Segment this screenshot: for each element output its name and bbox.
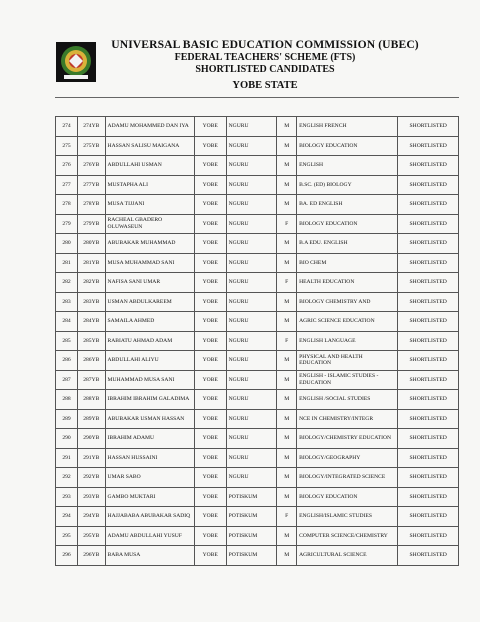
lga-cell: NGURU: [226, 331, 277, 351]
serial-number-cell: 284: [56, 312, 78, 332]
subject-cell: HEALTH EDUCATION: [297, 273, 398, 293]
candidate-id-cell: 293YB: [78, 487, 106, 507]
subject-cell: B.A EDU. ENGLISH: [297, 234, 398, 254]
candidates-table: [55, 116, 459, 566]
serial-number-cell: 282: [56, 273, 78, 293]
candidate-name-cell: BABA MUSA: [105, 546, 194, 566]
state-cell: YOBE: [194, 234, 226, 254]
lga-cell: NGURU: [226, 273, 277, 293]
status-cell: SHORTLISTED: [398, 312, 459, 332]
sex-cell: M: [277, 117, 297, 137]
candidate-name-cell: SAMAILA AHMED: [105, 312, 194, 332]
subject-cell: COMPUTER SCIENCE/CHEMISTRY: [297, 526, 398, 546]
title-line-4: YOBE STATE: [232, 80, 298, 91]
header-divider: [55, 97, 459, 98]
status-cell: SHORTLISTED: [398, 390, 459, 410]
subject-cell: ENGLISH FRENCH: [297, 117, 398, 137]
state-cell: YOBE: [194, 117, 226, 137]
table-row: [56, 468, 459, 488]
serial-number-cell: 278: [56, 195, 78, 215]
lga-cell: NGURU: [226, 370, 277, 390]
status-cell: SHORTLISTED: [398, 117, 459, 137]
state-cell: YOBE: [194, 195, 226, 215]
status-cell: SHORTLISTED: [398, 487, 459, 507]
candidate-id-cell: 277YB: [78, 175, 106, 195]
subject-cell: ENGLISH/ISLAMIC STUDIES: [297, 507, 398, 527]
state-cell: YOBE: [194, 448, 226, 468]
subject-cell: AGRIC SCIENCE EDUCATION: [297, 312, 398, 332]
subject-cell: ENGLISH /SOCIAL STUDIES: [297, 390, 398, 410]
sex-cell: M: [277, 253, 297, 273]
status-cell: SHORTLISTED: [398, 331, 459, 351]
state-cell: YOBE: [194, 253, 226, 273]
table-row: [56, 546, 459, 566]
table-row: [56, 331, 459, 351]
sex-cell: F: [277, 273, 297, 293]
status-cell: SHORTLISTED: [398, 214, 459, 234]
candidate-id-cell: 282YB: [78, 273, 106, 293]
candidate-id-cell: 289YB: [78, 409, 106, 429]
lga-cell: POTISKUM: [226, 546, 277, 566]
state-cell: YOBE: [194, 526, 226, 546]
serial-number-cell: 274: [56, 117, 78, 137]
candidate-id-cell: 290YB: [78, 429, 106, 449]
lga-cell: NGURU: [226, 468, 277, 488]
sex-cell: F: [277, 214, 297, 234]
candidate-name-cell: IBRAHIM IBRAHIM GALADIMA: [105, 390, 194, 410]
state-cell: YOBE: [194, 312, 226, 332]
subject-cell: BIOLOGY/CHEMISTRY EDUCATION: [297, 429, 398, 449]
table-row: [56, 370, 459, 390]
candidates-table-body: [56, 117, 459, 566]
subject-cell: BIOLOGY EDUCATION: [297, 136, 398, 156]
candidate-name-cell: RABIATU AHMAD ADAM: [105, 331, 194, 351]
subject-cell: BIOLOGY EDUCATION: [297, 214, 398, 234]
status-cell: SHORTLISTED: [398, 546, 459, 566]
candidate-name-cell: NAFISA SANI UMAR: [105, 273, 194, 293]
status-cell: SHORTLISTED: [398, 526, 459, 546]
lga-cell: NGURU: [226, 234, 277, 254]
serial-number-cell: 279: [56, 214, 78, 234]
serial-number-cell: 292: [56, 468, 78, 488]
serial-number-cell: 285: [56, 331, 78, 351]
candidate-id-cell: 296YB: [78, 546, 106, 566]
state-cell: YOBE: [194, 273, 226, 293]
title-line-2: FEDERAL TEACHERS' SCHEME (FTS): [174, 52, 356, 63]
sex-cell: M: [277, 370, 297, 390]
table-row: [56, 175, 459, 195]
candidate-id-cell: 284YB: [78, 312, 106, 332]
serial-number-cell: 286: [56, 351, 78, 371]
subject-cell: BIOLOGY/INTEGRATED SCIENCE: [297, 468, 398, 488]
state-cell: YOBE: [194, 370, 226, 390]
lga-cell: POTISKUM: [226, 487, 277, 507]
candidate-id-cell: 279YB: [78, 214, 106, 234]
serial-number-cell: 276: [56, 156, 78, 176]
lga-cell: NGURU: [226, 351, 277, 371]
state-cell: YOBE: [194, 487, 226, 507]
state-cell: YOBE: [194, 331, 226, 351]
sex-cell: M: [277, 136, 297, 156]
sex-cell: M: [277, 234, 297, 254]
lga-cell: NGURU: [226, 292, 277, 312]
candidate-id-cell: 288YB: [78, 390, 106, 410]
table-row: [56, 526, 459, 546]
serial-number-cell: 290: [56, 429, 78, 449]
candidate-id-cell: 294YB: [78, 507, 106, 527]
table-row: [56, 273, 459, 293]
sex-cell: M: [277, 468, 297, 488]
lga-cell: NGURU: [226, 253, 277, 273]
status-cell: SHORTLISTED: [398, 507, 459, 527]
candidate-name-cell: MUSA MUHAMMAD SANI: [105, 253, 194, 273]
lga-cell: NGURU: [226, 195, 277, 215]
candidate-name-cell: ADAMU ABDULLAHI YUSUF: [105, 526, 194, 546]
status-cell: SHORTLISTED: [398, 156, 459, 176]
status-cell: SHORTLISTED: [398, 292, 459, 312]
status-cell: SHORTLISTED: [398, 429, 459, 449]
subject-cell: NCE IN CHEMISTRY/INTEGR: [297, 409, 398, 429]
candidate-id-cell: 292YB: [78, 468, 106, 488]
state-cell: YOBE: [194, 409, 226, 429]
candidate-id-cell: 281YB: [78, 253, 106, 273]
table-row: [56, 448, 459, 468]
status-cell: SHORTLISTED: [398, 234, 459, 254]
ubec-seal-icon: [56, 42, 96, 82]
lga-cell: NGURU: [226, 448, 277, 468]
candidate-name-cell: RACHEAL GBADERO OLUWASEUN: [105, 214, 194, 234]
candidate-name-cell: ABUBAKAR MUHAMMAD: [105, 234, 194, 254]
candidate-id-cell: 275YB: [78, 136, 106, 156]
table-row: [56, 487, 459, 507]
table-row: [56, 156, 459, 176]
sex-cell: M: [277, 526, 297, 546]
candidate-name-cell: ABDULLAHI USMAN: [105, 156, 194, 176]
sex-cell: F: [277, 331, 297, 351]
candidate-name-cell: HASSAN SALISU MAIGANA: [105, 136, 194, 156]
table-row: [56, 409, 459, 429]
sex-cell: M: [277, 351, 297, 371]
state-cell: YOBE: [194, 136, 226, 156]
candidate-name-cell: MUSTAPHA ALI: [105, 175, 194, 195]
table-row: [56, 117, 459, 137]
state-cell: YOBE: [194, 175, 226, 195]
status-cell: SHORTLISTED: [398, 175, 459, 195]
candidate-name-cell: IBRAHIM ADAMU: [105, 429, 194, 449]
sex-cell: M: [277, 546, 297, 566]
subject-cell: ENGLISH - ISLAMIC STUDIES - EDUCATION: [297, 370, 398, 390]
sex-cell: M: [277, 312, 297, 332]
serial-number-cell: 277: [56, 175, 78, 195]
sex-cell: M: [277, 156, 297, 176]
state-cell: YOBE: [194, 214, 226, 234]
candidate-id-cell: 283YB: [78, 292, 106, 312]
lga-cell: POTISKUM: [226, 507, 277, 527]
lga-cell: NGURU: [226, 214, 277, 234]
candidate-name-cell: ABUBAKAR USMAN HASSAN: [105, 409, 194, 429]
candidate-name-cell: ADAMU MOHAMMED DAN IYA: [105, 117, 194, 137]
candidate-name-cell: ABDULLAHI ALIYU: [105, 351, 194, 371]
table-row: [56, 253, 459, 273]
status-cell: SHORTLISTED: [398, 448, 459, 468]
sex-cell: M: [277, 409, 297, 429]
serial-number-cell: 295: [56, 526, 78, 546]
candidate-name-cell: UMAR SABO: [105, 468, 194, 488]
candidate-name-cell: USMAN ABDULKAREEM: [105, 292, 194, 312]
status-cell: SHORTLISTED: [398, 253, 459, 273]
sex-cell: M: [277, 195, 297, 215]
subject-cell: BIO CHEM: [297, 253, 398, 273]
candidate-id-cell: 285YB: [78, 331, 106, 351]
candidate-name-cell: GAMBO MUKTARI: [105, 487, 194, 507]
candidate-name-cell: MUSA TIJJANI: [105, 195, 194, 215]
serial-number-cell: 296: [56, 546, 78, 566]
table-row: [56, 195, 459, 215]
status-cell: SHORTLISTED: [398, 370, 459, 390]
serial-number-cell: 294: [56, 507, 78, 527]
lga-cell: NGURU: [226, 175, 277, 195]
table-row: [56, 214, 459, 234]
state-cell: YOBE: [194, 351, 226, 371]
serial-number-cell: 287: [56, 370, 78, 390]
table-row: [56, 507, 459, 527]
status-cell: SHORTLISTED: [398, 409, 459, 429]
sex-cell: M: [277, 390, 297, 410]
lga-cell: POTISKUM: [226, 526, 277, 546]
lga-cell: NGURU: [226, 136, 277, 156]
candidate-id-cell: 280YB: [78, 234, 106, 254]
serial-number-cell: 289: [56, 409, 78, 429]
candidate-name-cell: HASSAN HUSSAINI: [105, 448, 194, 468]
status-cell: SHORTLISTED: [398, 136, 459, 156]
table-row: [56, 390, 459, 410]
sex-cell: F: [277, 507, 297, 527]
candidate-id-cell: 276YB: [78, 156, 106, 176]
status-cell: SHORTLISTED: [398, 351, 459, 371]
serial-number-cell: 291: [56, 448, 78, 468]
serial-number-cell: 293: [56, 487, 78, 507]
table-row: [56, 351, 459, 371]
state-cell: YOBE: [194, 468, 226, 488]
title-line-1: UNIVERSAL BASIC EDUCATION COMMISSION (UBEC): [111, 38, 419, 51]
candidate-id-cell: 274YB: [78, 117, 106, 137]
sex-cell: M: [277, 175, 297, 195]
state-cell: YOBE: [194, 546, 226, 566]
status-cell: SHORTLISTED: [398, 195, 459, 215]
table-row: [56, 136, 459, 156]
state-cell: YOBE: [194, 390, 226, 410]
subject-cell: BA. ED ENGLISH: [297, 195, 398, 215]
subject-cell: ENGLISH LANGUAGE: [297, 331, 398, 351]
subject-cell: BIOLOGY/GEOGRAPHY: [297, 448, 398, 468]
serial-number-cell: 283: [56, 292, 78, 312]
candidate-id-cell: 286YB: [78, 351, 106, 371]
state-cell: YOBE: [194, 156, 226, 176]
table-row: [56, 234, 459, 254]
candidate-id-cell: 295YB: [78, 526, 106, 546]
serial-number-cell: 275: [56, 136, 78, 156]
candidate-name-cell: MUHAMMAD MUSA SANI: [105, 370, 194, 390]
subject-cell: PHYSICAL AND HEALTH EDUCATION: [297, 351, 398, 371]
table-row: [56, 429, 459, 449]
title-line-3: SHORTLISTED CANDIDATES: [195, 64, 335, 75]
serial-number-cell: 281: [56, 253, 78, 273]
state-cell: YOBE: [194, 429, 226, 449]
lga-cell: NGURU: [226, 312, 277, 332]
state-cell: YOBE: [194, 292, 226, 312]
document-header: [0, 38, 480, 98]
lga-cell: NGURU: [226, 409, 277, 429]
candidate-id-cell: 291YB: [78, 448, 106, 468]
sex-cell: M: [277, 448, 297, 468]
serial-number-cell: 288: [56, 390, 78, 410]
subject-cell: BIOLOGY CHEMISTRY AND: [297, 292, 398, 312]
subject-cell: B.SC. (ED) BIOLOGY: [297, 175, 398, 195]
state-cell: YOBE: [194, 507, 226, 527]
table-row: [56, 292, 459, 312]
status-cell: SHORTLISTED: [398, 273, 459, 293]
serial-number-cell: 280: [56, 234, 78, 254]
sex-cell: M: [277, 487, 297, 507]
candidate-name-cell: HAJJABABA ABUBAKAR SADIQ: [105, 507, 194, 527]
table-row: [56, 312, 459, 332]
sex-cell: M: [277, 292, 297, 312]
sex-cell: M: [277, 429, 297, 449]
lga-cell: NGURU: [226, 117, 277, 137]
document-title-block: [100, 38, 430, 94]
status-cell: SHORTLISTED: [398, 468, 459, 488]
subject-cell: BIOLOGY EDUCATION: [297, 487, 398, 507]
subject-cell: AGRICULTURAL SCIENCE: [297, 546, 398, 566]
subject-cell: ENGLISH: [297, 156, 398, 176]
candidate-id-cell: 278YB: [78, 195, 106, 215]
candidate-id-cell: 287YB: [78, 370, 106, 390]
lga-cell: NGURU: [226, 429, 277, 449]
lga-cell: NGURU: [226, 390, 277, 410]
lga-cell: NGURU: [226, 156, 277, 176]
